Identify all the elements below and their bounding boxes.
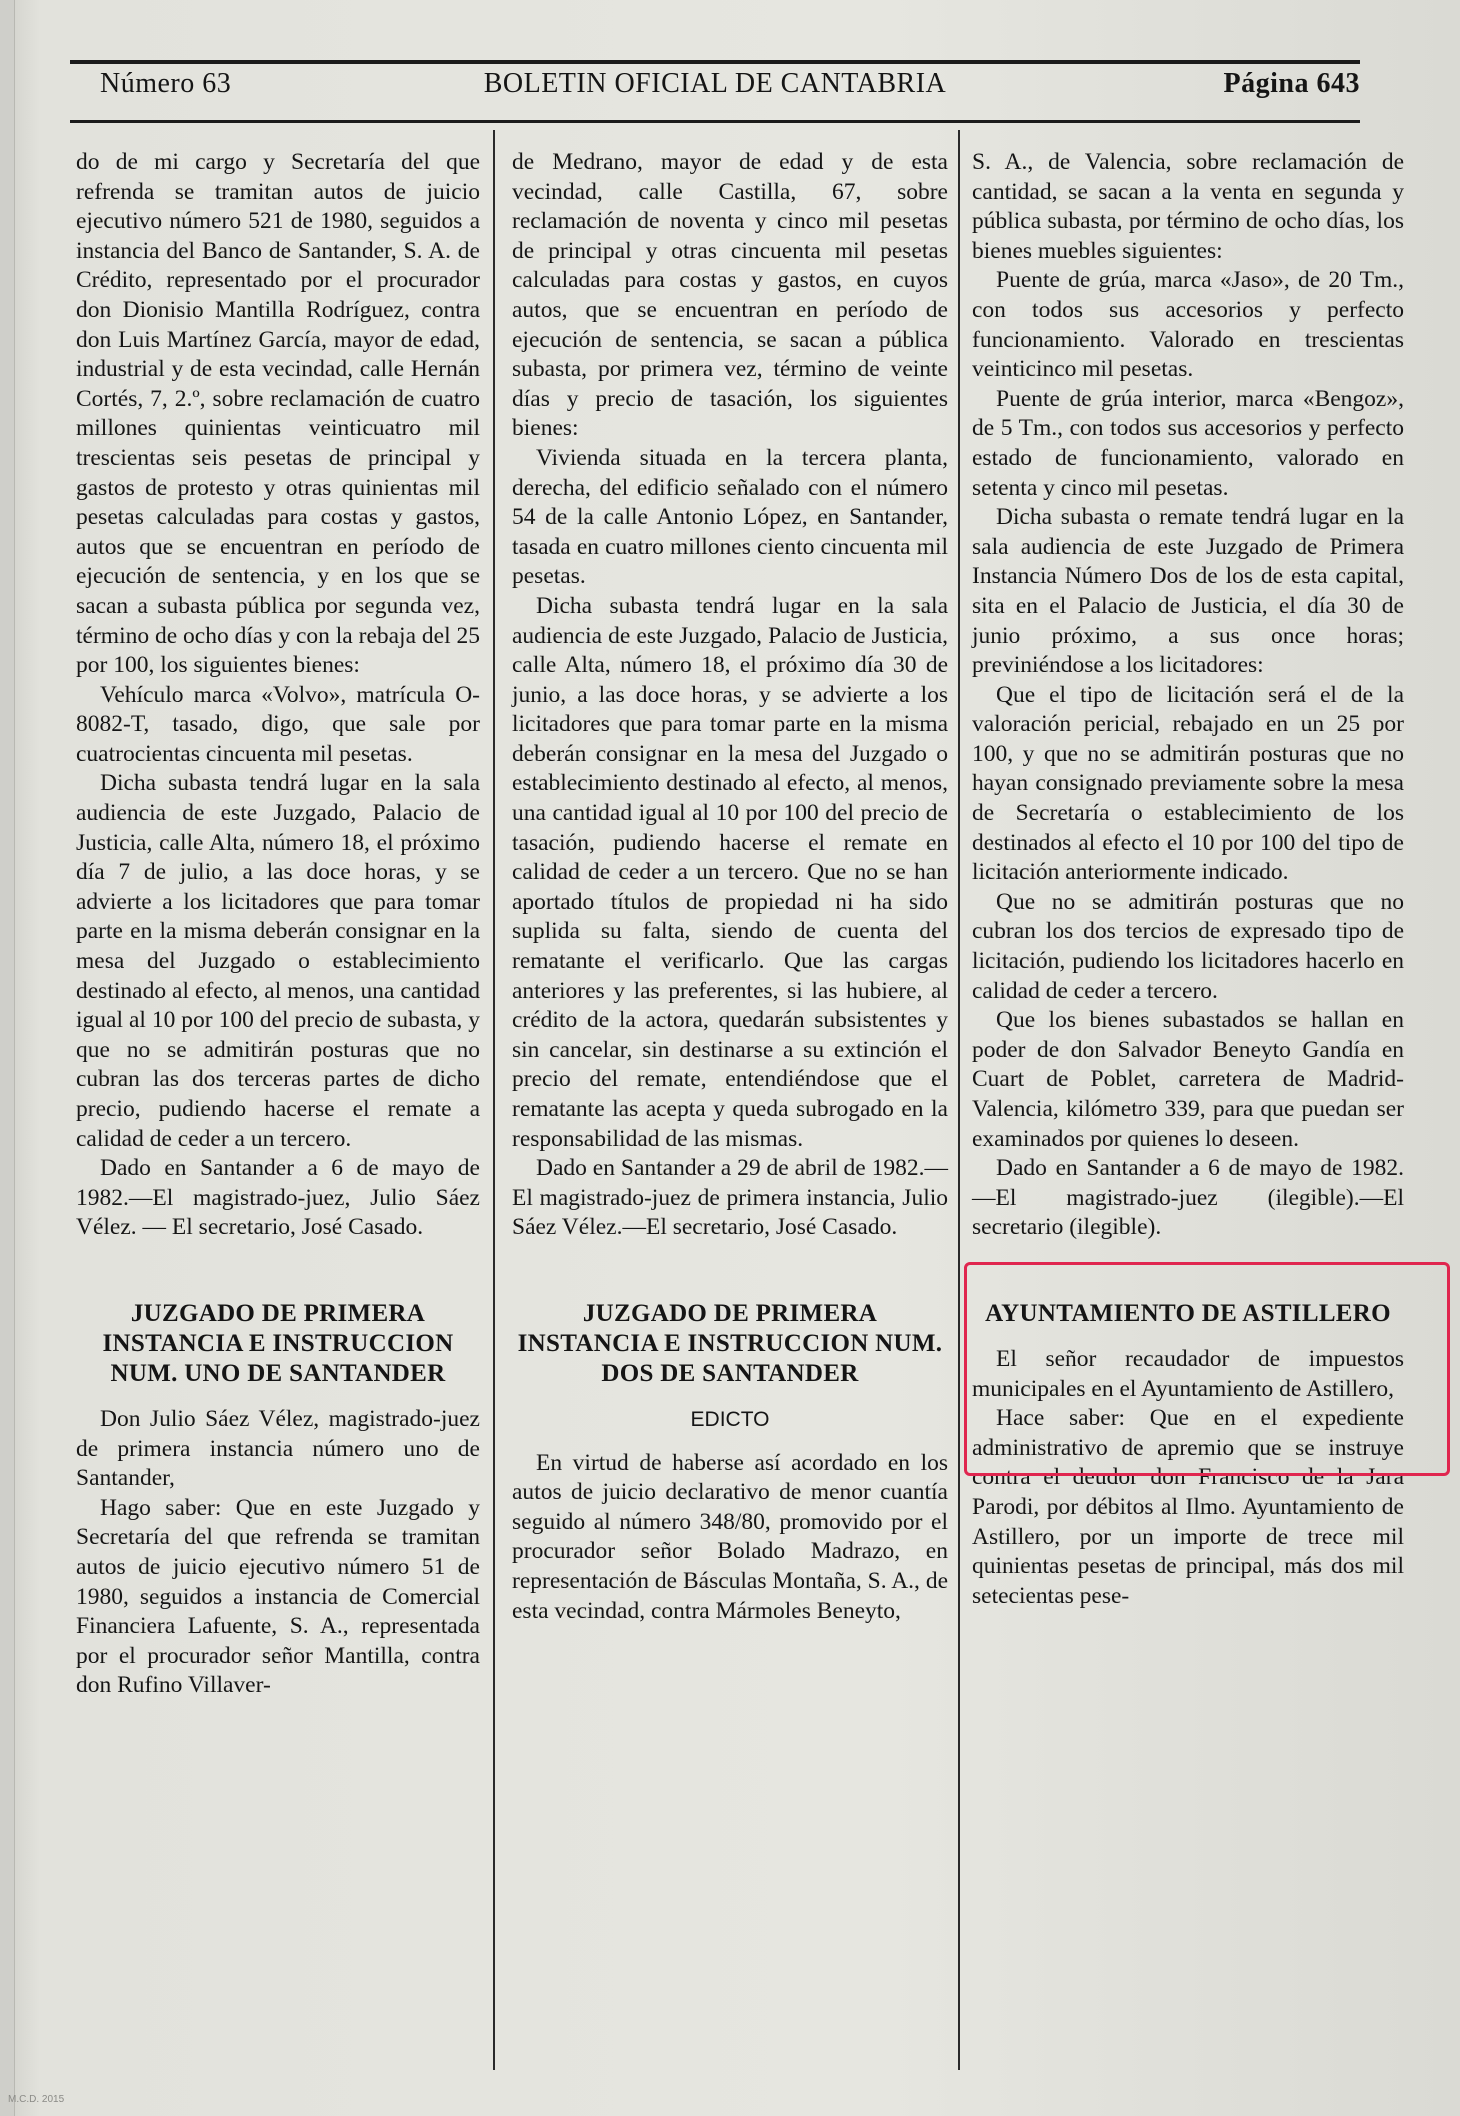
page-number: Página 643 [1223,68,1360,99]
paragraph: do de mi cargo y Secretaría del que refrenda se tramitan autos de juicio ejecutivo número 521 de 1980, seguidos a instancia del Banco de Santander, S. A. de Crédito, representado por el procurador don Dionisio Mantilla Rodríguez, contra don Luis Martínez García, mayor de edad, industrial y de esta vecindad, calle Hernán Cortés, 7, 2.º, sobre reclamación de cuatro millones quinientas veinticuatro mil trescientas seis pesetas de principal y gastos de protesto y otras quinientas mil pesetas calculadas para costas y gastos, autos que se encuentran en período de ejecución de sentencia, y en los que se sacan a subasta pública por segunda vez, término de ocho días y con la rebaja del 25 por 100, los siguientes bienes: [76,149,480,679]
paragraph: Dado en Santander a 6 de mayo de 1982.—El magistrado-juez, Julio Sáez Vélez. — El secretario, José Casado. [76,1155,480,1241]
paragraph: Dicha subasta tendrá lugar en la sala audiencia de este Juzgado, Palacio de Justicia, calle Alta, número 18, el próximo día 30 de junio, a las doce horas, y se advierte a los licitadores que para tomar parte en la misma deberán consignar en la mesa del Juzgado o establecimiento destinado al efecto, al menos, una cantidad igual al 10 por 100 del precio de tasación, pudiendo hacerse el remate en calidad de ceder a un tercero. Que no se han aportado títulos de propiedad ni ha sido suplida su falta, siendo de cuenta del rematante el verificarlo. Que las cargas anteriores y las preferentes, si las hubiere, al crédito de la actora, quedarán subsistentes y sin cancelar, sin destinarse a su extinción el precio del remate, entendiéndose que el rematante las acepta y queda subrogado en la responsabilidad de las mismas. [512,592,948,1152]
section-heading: AYUNTAMIENTO DE ASTILLERO [985,1299,1391,1327]
column-2 [512,148,948,1626]
column-divider-1 [493,130,495,2070]
column-divider-2 [958,130,960,2070]
paragraph: S. A., de Valencia, sobre reclamación de cantidad, se sacan a la venta en segunda y pública subasta, por término de ocho días, los bienes muebles siguientes: [972,149,1404,264]
paragraph: Hace saber: Que en el expediente administrativo de apremio que se instruye contra el deudor don Francisco de la Jara Parodi, por débitos al Ilmo. Ayuntamiento de Astillero, por un importe de trece mil quinientas pesetas de principal, más dos mil setecientas pese- [972,1405,1404,1609]
paragraph: Que el tipo de licitación será el de la valoración pericial, rebajado en un 25 por 100, y que no se admitirán posturas que no hayan consignado previamente sobre la mesa de Secretaría o establecimiento de los destinados al efecto el 10 por 100 del tipo de licitación anteriormente indicado. [972,681,1404,886]
section-heading: JUZGADO DE PRIMERA INSTANCIA E INSTRUCCION NUM. UNO DE SANTANDER [102,1299,454,1387]
page-header [70,60,1360,110]
paragraph: Hago saber: Que en este Juzgado y Secretaría del que refrenda se tramitan autos de juicio ejecutivo número 51 de 1980, seguidos a instancia de Comercial Financiera Lafuente, S. A., representada por el procurador señor Mantilla, contra don Rufino Villaver- [76,1494,480,1699]
paragraph: Dado en Santander a 6 de mayo de 1982.—El magistrado-juez (ilegible).—El secretario (ilegible). [972,1155,1404,1241]
publication-title: BOLETIN OFICIAL DE CANTABRIA [483,68,947,99]
paragraph: Que no se admitirán posturas que no cubran los dos tercios de expresado tipo de licitación, pudiendo los licitadores hacerlo en calidad de ceder a tercero. [972,888,1404,1004]
section-heading: JUZGADO DE PRIMERA INSTANCIA E INSTRUCCION NUM. DOS DE SANTANDER [517,1299,943,1387]
watermark: M.C.D. 2015 [8,2094,65,2105]
issue-number: Número 63 [100,68,232,99]
header-rule-bottom [70,120,1360,123]
paragraph: Don Julio Sáez Vélez, magistrado-juez de primera instancia número uno de Santander, [76,1405,480,1492]
edict-label: EDICTO [690,1407,770,1431]
paragraph: En virtud de haberse así acordado en los autos de juicio declarativo de menor cuantía seguido al número 348/80, promovido por el procurador señor Bolado Madrazo, en representación de Básculas Montaña, S. A., de esta vecindad, contra Mármoles Beneyto, [512,1449,948,1624]
paragraph: Dicha subasta tendrá lugar en la sala audiencia de este Juzgado, Palacio de Justicia, calle Alta, número 18, el próximo día 7 de julio, a las doce horas, y se advierte a los licitadores que para tomar parte en la misma deberán consignar en la mesa del Juzgado o establecimiento destinado al efecto, al menos, una cantidad igual al 10 por 100 del precio de subasta, y que no se admitirán posturas que no cubran las dos terceras partes de dicho precio, pudiendo hacerse el remate a calidad de ceder a un tercero. [76,770,480,1152]
paragraph: Dado en Santander a 29 de abril de 1982.—El magistrado-juez de primera instancia, Julio Sáez Vélez.—El secretario, José Casado. [512,1155,948,1241]
paragraph: Dicha subasta o remate tendrá lugar en la sala audiencia de este Juzgado de Primera Instancia Número Dos de los de esta capital, sita en el Palacio de Justicia, el día 30 de junio próximo, a sus once horas; previniéndose a los licitadores: [972,504,1404,679]
paragraph: de Medrano, mayor de edad y de esta vecindad, calle Castilla, 67, sobre reclamación de noventa y cinco mil pesetas de principal y otras cincuenta mil pesetas calculadas para costas y gastos, en cuyos autos, que se encuentran en período de ejecución de sentencia, se sacan a pública subasta, por primera vez, término de veinte días y precio de tasación, los siguientes bienes: [512,149,948,442]
paragraph: Vehículo marca «Volvo», matrícula O-8082-T, tasado, digo, que sale por cuatrocientas cincuenta mil pesetas. [76,681,480,767]
highlight-box [964,1262,1450,1476]
column-1 [76,148,480,1701]
paragraph: Puente de grúa, marca «Jaso», de 20 Tm., con todos sus accesorios y perfecto funcionamiento. Valorado en trescientas veinticinco mil pesetas. [972,267,1404,383]
paragraph: Puente de grúa interior, marca «Bengoz», de 5 Tm., con todos sus accesorios y perfecto estado de funcionamiento, valorado en setenta y cinco mil pesetas. [972,385,1404,501]
highlighted-paragraph: Que los bienes subastados se hallan en poder de don Salvador Beneyto Gandía en Cuart de Poblet, carretera de Madrid-Valencia, kilómetro 339, para que puedan ser examinados por quienes lo deseen. [972,1007,1404,1152]
binding-edge [0,0,15,2116]
paragraph: Vivienda situada en la tercera planta, derecha, del edificio señalado con el número 54 de la calle Antonio López, en Santander, tasada en cuatro millones ciento cincuenta mil pesetas. [512,444,948,590]
paragraph: El señor recaudador de impuestos municipales en el Ayuntamiento de Astillero, [972,1345,1404,1402]
